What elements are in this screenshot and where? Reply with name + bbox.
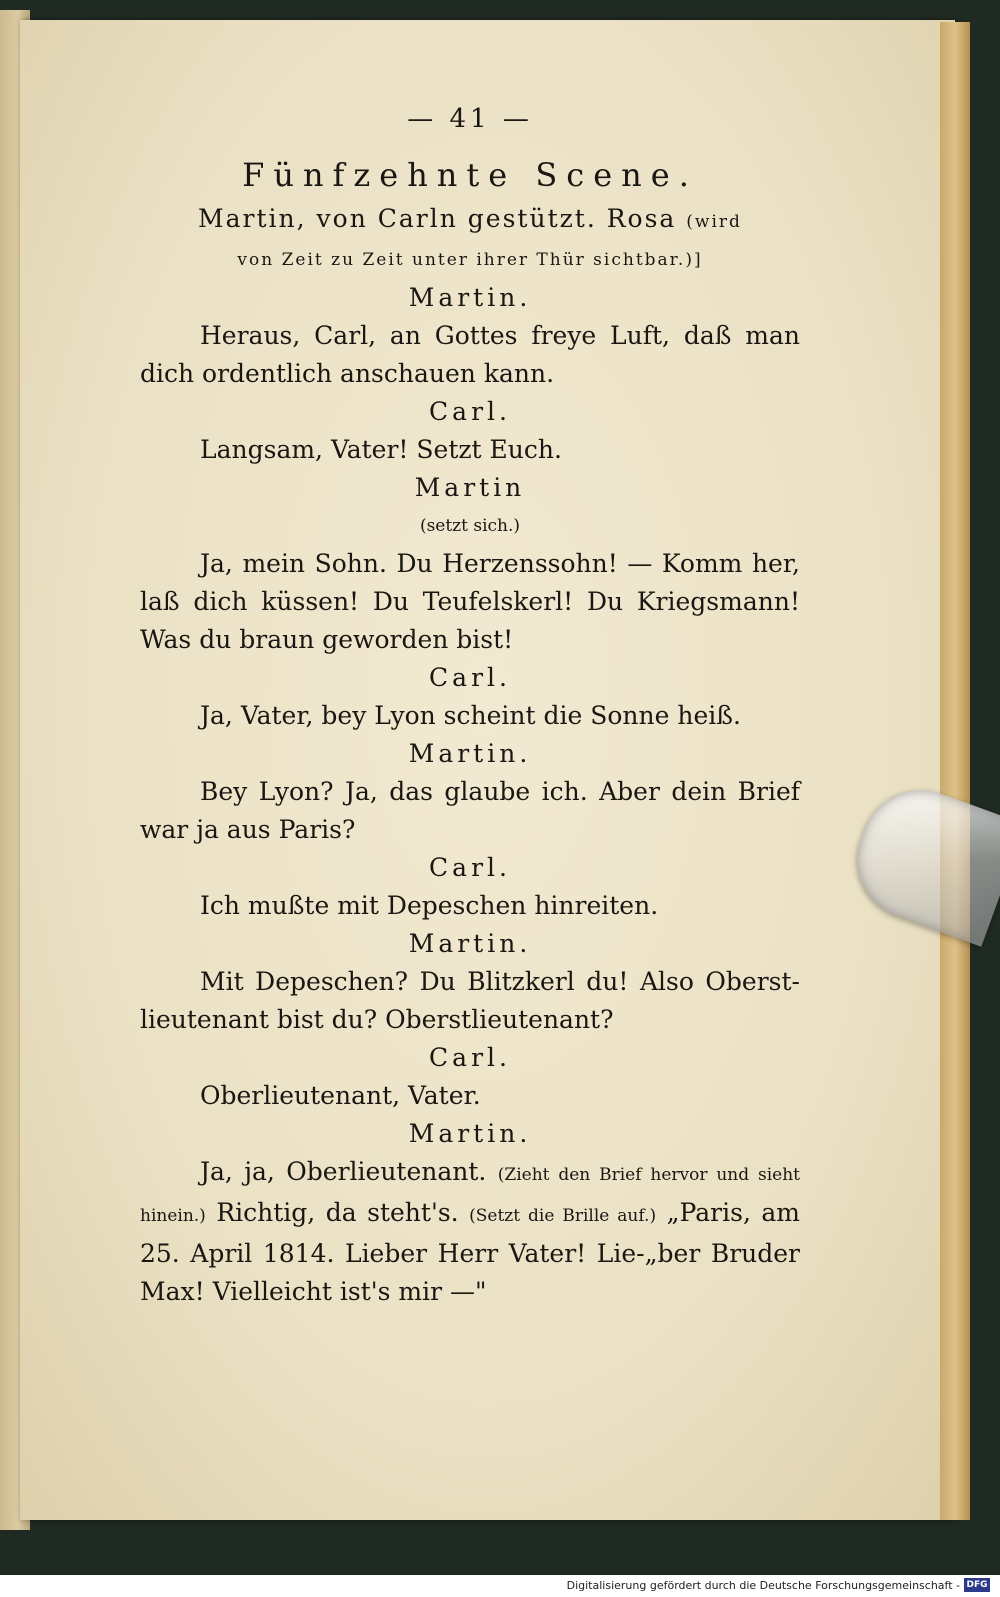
speech: Mit Depeschen? Du Blitzkerl du! Also Oberst-lieutenant bist du? Oberstlieutenant? — [140, 967, 800, 1034]
speaker: Martin. — [408, 283, 532, 312]
final-speech-part-3: „Paris, am 25. April 1814. Lieber Herr Vater! Lie-„ber Bruder Max! Vielleicht ist's mir —" — [140, 1198, 800, 1306]
speech: Bey Lyon? Ja, das glaube ich. Aber dein Brief war ja aus Paris? — [140, 777, 800, 844]
speech: Ich mußte mit Depeschen hinreiten. — [200, 891, 659, 920]
final-stage-direction-1: (Zieht den Brief hervor und sieht hinein.) — [140, 1165, 800, 1226]
speaker: Carl. — [429, 853, 511, 882]
final-speech-part-2: Richtig, da steht's. — [216, 1198, 459, 1227]
digitization-credit: Digitalisierung gefördert durch die Deutsche Forschungsgemeinschaft - — [566, 1579, 960, 1592]
persons-main: Martin, von Carln gestützt. Rosa — [198, 204, 677, 233]
speaker: Carl. — [429, 1043, 511, 1072]
speech: Ja, Vater, bey Lyon scheint die Sonne heiß. — [200, 701, 741, 730]
persons-note-2: von Zeit zu Zeit unter ihrer Thür sichtbar.)] — [237, 250, 703, 270]
speech: Heraus, Carl, an Gottes freye Luft, daß man dich ordentlich anschauen kann. — [140, 321, 800, 388]
ornament-left: — — [407, 104, 438, 134]
final-speech-part-1: Ja, ja, Oberlieutenant. — [200, 1157, 487, 1186]
scene-title: Fünfzehnte Scene. — [242, 156, 698, 194]
page-number-line — [140, 100, 800, 138]
ornament-right: — — [502, 104, 533, 134]
persons-note-1: (wird — [686, 212, 742, 232]
speaker: Carl. — [429, 663, 511, 692]
speech: Langsam, Vater! Setzt Euch. — [200, 435, 562, 464]
speech: Ja, mein Sohn. Du Herzenssohn! — Komm her, laß dich küssen! Du Teufelskerl! Du Kriegsmann! Was du braun geworden bist! — [140, 549, 800, 654]
stage-direction: (setzt sich.) — [419, 516, 521, 536]
speech: Oberlieutenant, Vater. — [200, 1081, 481, 1110]
page-text — [140, 100, 800, 1311]
dfg-logo: DFG — [964, 1578, 990, 1592]
final-stage-direction-2: (Setzt die Brille auf.) — [469, 1206, 657, 1226]
right-page-edge — [940, 22, 970, 1520]
final-speech — [140, 1153, 800, 1311]
speaker: Martin. — [408, 739, 532, 768]
speaker: Carl. — [429, 397, 511, 426]
speaker: Martin — [414, 473, 526, 502]
persons-line — [140, 200, 800, 241]
page-number: 41 — [449, 104, 491, 134]
speaker: Martin. — [408, 929, 532, 958]
speaker: Martin. — [408, 1119, 532, 1148]
